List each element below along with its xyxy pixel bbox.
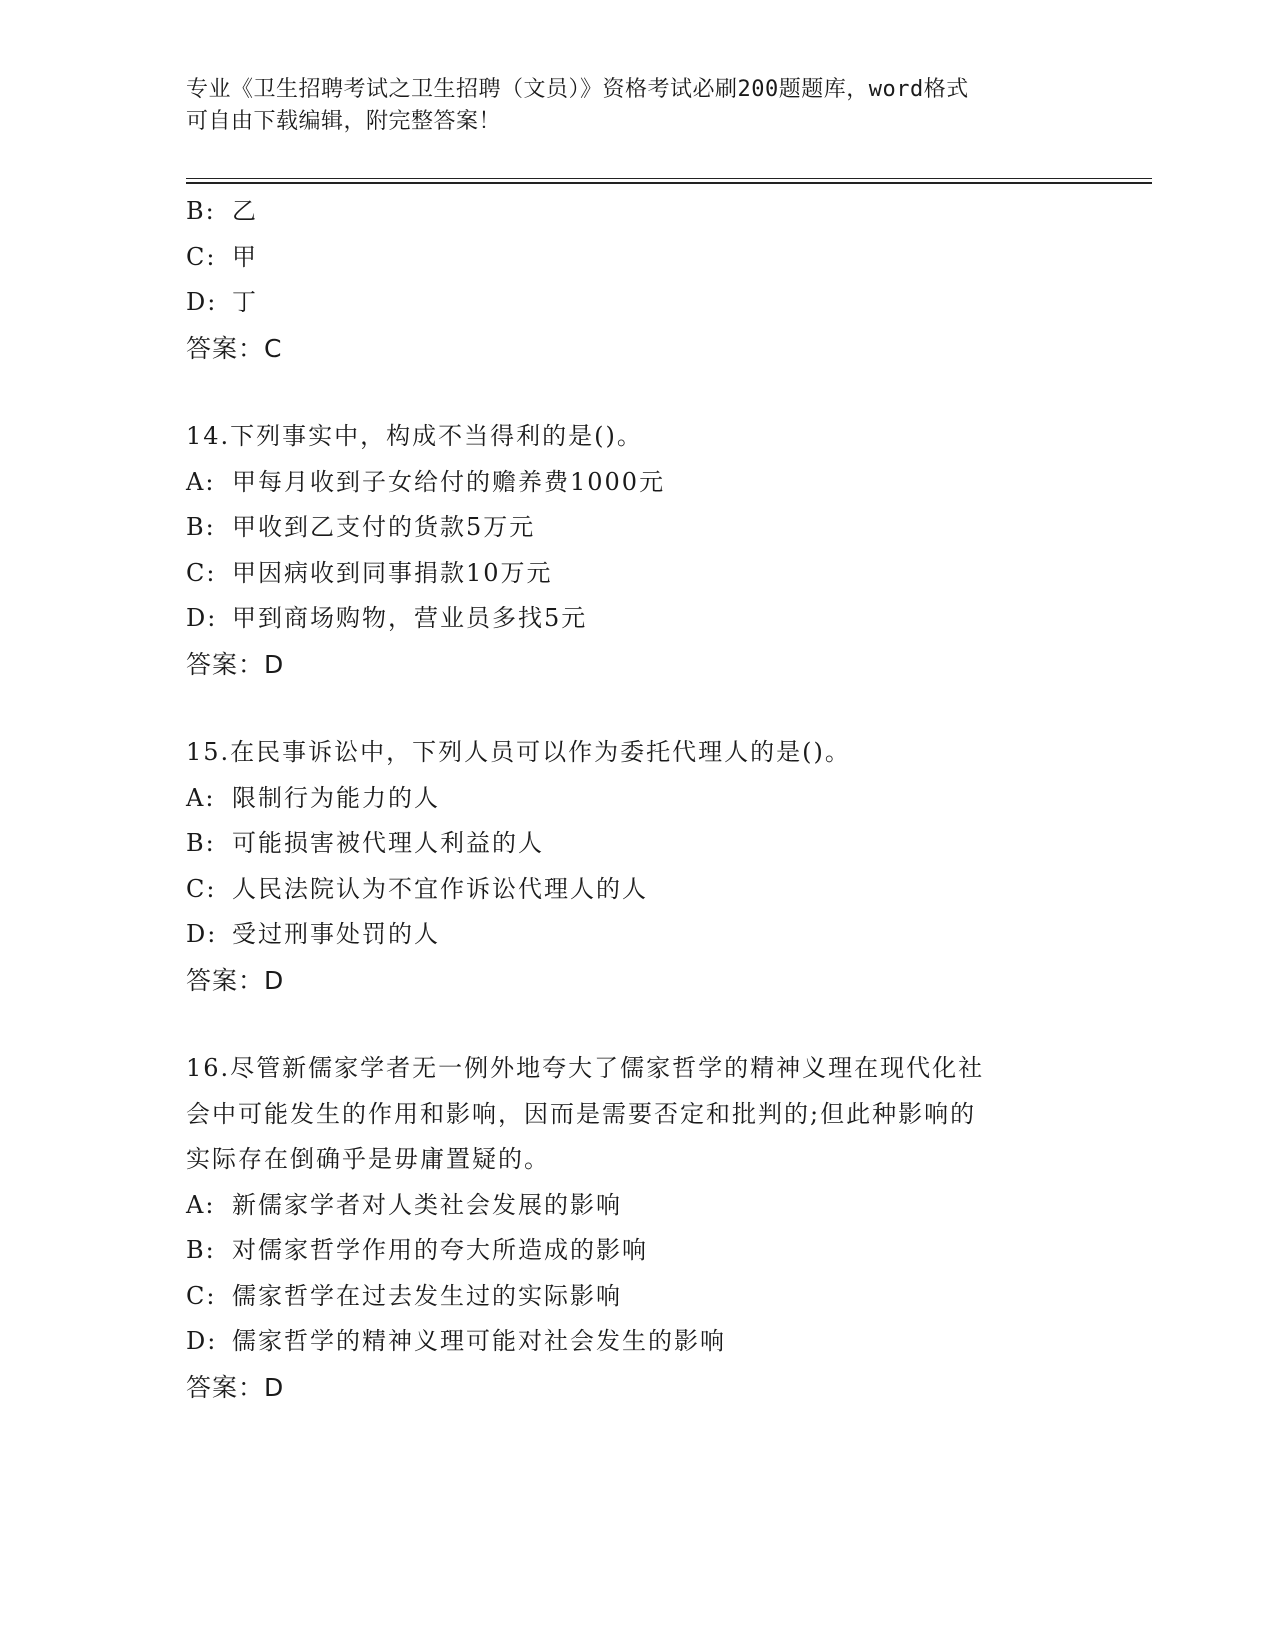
option-row bbox=[186, 596, 1086, 642]
option-row bbox=[186, 460, 1086, 506]
spacer bbox=[186, 687, 1086, 730]
option-row bbox=[186, 912, 1086, 958]
option-row bbox=[186, 280, 1086, 326]
document-header bbox=[186, 74, 1066, 138]
option-text: 乙 bbox=[232, 197, 258, 225]
option-row bbox=[186, 551, 1086, 597]
option-label: C: bbox=[186, 1281, 217, 1310]
option-label: D: bbox=[186, 1327, 218, 1355]
option-text: 新儒家学者对人类社会发展的影响 bbox=[232, 1190, 622, 1219]
option-text: 对儒家哲学作用的夸大所造成的影响 bbox=[232, 1236, 648, 1264]
option-label: D: bbox=[186, 920, 218, 948]
option-text: 丁 bbox=[232, 288, 258, 316]
answer-line: 答案：D bbox=[186, 1372, 285, 1402]
option-label: D: bbox=[186, 604, 218, 632]
option-row bbox=[186, 1319, 1086, 1365]
question-title: 15.在民事诉讼中，下列人员可以作为委托代理人的是()。 bbox=[186, 738, 851, 766]
option-label: A: bbox=[186, 783, 216, 812]
question-15 bbox=[186, 730, 1086, 1003]
option-row bbox=[186, 1183, 1086, 1229]
option-text: 人民法院认为不宜作诉讼代理人的人 bbox=[232, 874, 648, 903]
option-row bbox=[186, 235, 1086, 281]
option-label: B: bbox=[186, 513, 216, 541]
option-text: 限制行为能力的人 bbox=[232, 783, 440, 812]
option-text: 受过刑事处罚的人 bbox=[232, 920, 440, 948]
partial-question bbox=[186, 189, 1086, 371]
question-16 bbox=[186, 1046, 1086, 1410]
answer-line: 答案：D bbox=[186, 965, 285, 995]
option-row bbox=[186, 1274, 1086, 1320]
spacer bbox=[186, 1003, 1086, 1046]
answer-line: 答案：C bbox=[186, 333, 283, 363]
question-content bbox=[186, 189, 1086, 1410]
option-text: 儒家哲学在过去发生过的实际影响 bbox=[232, 1281, 622, 1310]
option-row bbox=[186, 1228, 1086, 1274]
option-label: C: bbox=[186, 558, 217, 587]
option-row bbox=[186, 867, 1086, 913]
option-text: 可能损害被代理人利益的人 bbox=[232, 829, 544, 857]
option-label: A: bbox=[186, 1190, 216, 1219]
spacer bbox=[186, 371, 1086, 414]
option-text: 甲收到乙支付的货款5万元 bbox=[232, 513, 536, 541]
option-row bbox=[186, 776, 1086, 822]
header-line-2: 可自由下载编辑，附完整答案！ bbox=[186, 109, 502, 134]
option-label: D: bbox=[186, 288, 218, 316]
option-text: 甲 bbox=[232, 242, 258, 271]
option-text: 甲到商场购物，营业员多找5元 bbox=[232, 604, 588, 632]
option-row bbox=[186, 505, 1086, 551]
option-label: A: bbox=[186, 467, 216, 496]
answer-line: 答案：D bbox=[186, 649, 285, 679]
question-14 bbox=[186, 414, 1086, 687]
option-label: C: bbox=[186, 874, 217, 903]
header-line-1: 专业《卫生招聘考试之卫生招聘（文员）》资格考试必刷200题题库，word格式 bbox=[186, 77, 969, 102]
header-rule-thick bbox=[186, 182, 1152, 184]
question-title-line: 会中可能发生的作用和影响，因而是需要否定和批判的;但此种影响的 bbox=[186, 1099, 977, 1128]
option-text: 甲每月收到子女给付的赡养费1000元 bbox=[232, 467, 666, 496]
option-label: C: bbox=[186, 242, 217, 271]
option-text: 儒家哲学的精神义理可能对社会发生的影响 bbox=[232, 1327, 726, 1355]
header-rule-thin bbox=[186, 178, 1152, 179]
option-row bbox=[186, 189, 1086, 235]
option-label: B: bbox=[186, 1236, 216, 1264]
option-label: B: bbox=[186, 197, 216, 225]
question-title: 14.下列事实中，构成不当得利的是()。 bbox=[186, 422, 643, 450]
option-row bbox=[186, 821, 1086, 867]
option-text: 甲因病收到同事捐款10万元 bbox=[232, 558, 553, 587]
question-title-line: 实际存在倒确乎是毋庸置疑的。 bbox=[186, 1145, 550, 1173]
question-title-line: 16.尽管新儒家学者无一例外地夸大了儒家哲学的精神义理在现代化社 bbox=[186, 1054, 985, 1082]
option-label: B: bbox=[186, 829, 216, 857]
